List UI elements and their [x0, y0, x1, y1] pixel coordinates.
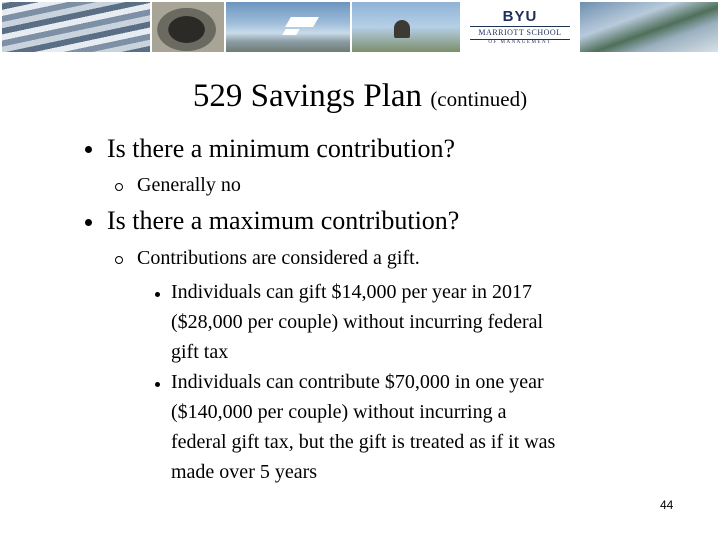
logo-rule-top [470, 26, 570, 27]
byu-marriott-logo [462, 2, 578, 52]
lump-sum-line: federal gift tax, but the gift is treated as if it was [171, 431, 556, 453]
logo-byu-text: BYU [502, 8, 538, 25]
y-mountain-mark-lower [282, 29, 299, 35]
slide-title-main: 529 Savings Plan [192, 78, 423, 114]
sub-bullet-ring [115, 256, 123, 264]
logo-management-text: OF MANAGEMENT [488, 40, 552, 45]
sub-bullet-ring [115, 183, 123, 191]
banner-photo-tower [580, 2, 718, 52]
question-maximum: Is there a maximum contribution? [107, 206, 460, 235]
gift-limit-line: gift tax [171, 341, 229, 363]
banner-photo-bell [352, 2, 460, 52]
gift-limit-line: ($28,000 per couple) without incurring federal [171, 311, 544, 333]
slide-title-suffix: (continued) [430, 87, 528, 111]
answer-minimum: Generally no [137, 174, 241, 196]
bullet-dot [85, 219, 92, 226]
banner-photo-statue [152, 2, 224, 52]
bell-icon [394, 20, 410, 38]
logo-school-text: MARRIOTT SCHOOL [478, 28, 562, 37]
lump-sum-line: made over 5 years [171, 461, 318, 483]
slide-title [0, 78, 720, 115]
question-minimum: Is there a minimum contribution? [107, 134, 456, 163]
sub-sub-bullet-dot [155, 382, 160, 387]
lump-sum-line: ($140,000 per couple) without incurring a [171, 401, 507, 423]
answer-maximum: Contributions are considered a gift. [137, 247, 420, 269]
bullet-dot [85, 146, 92, 153]
banner-photo-mountain-y [226, 2, 350, 52]
y-mountain-mark [285, 17, 319, 27]
banner-photo-building [2, 2, 150, 52]
lump-sum-line: Individuals can contribute $70,000 in one year [171, 371, 544, 393]
page-number: 44 [660, 498, 674, 512]
header-banner [0, 0, 720, 54]
sub-sub-bullet-dot [155, 292, 160, 297]
gift-limit-line: Individuals can gift $14,000 per year in 2017 [171, 281, 533, 303]
